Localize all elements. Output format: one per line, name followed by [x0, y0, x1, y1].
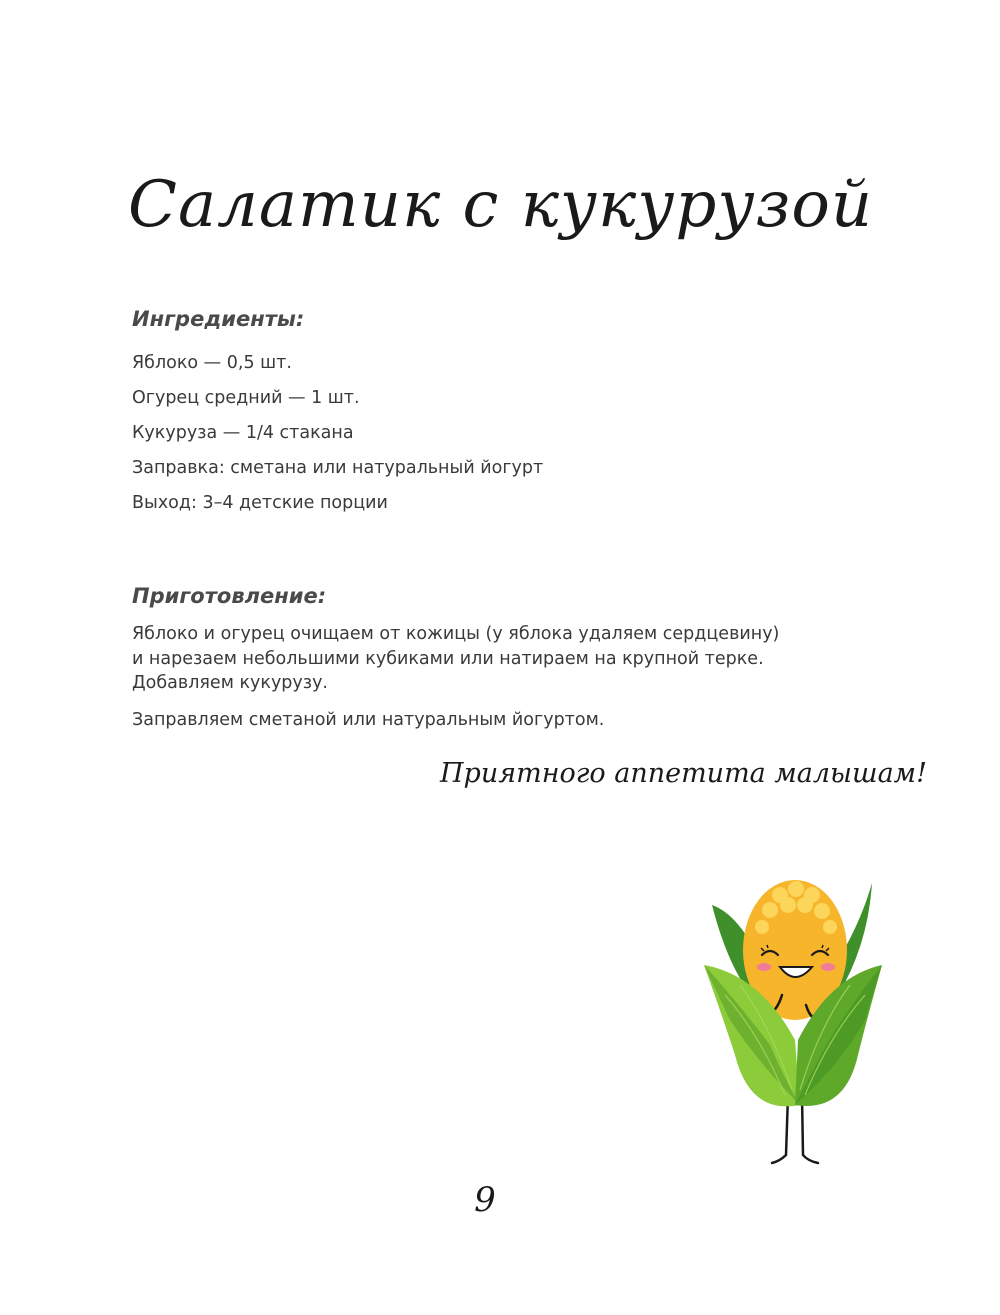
ingredient-item: Огурец средний — 1 шт. [132, 388, 360, 408]
smiling-corn-icon [700, 855, 890, 1170]
recipe-title: Салатик с кукурузой [128, 168, 874, 242]
page-number: 9 [474, 1180, 496, 1220]
preparation-step: Заправляем сметаной или натуральным йогуртом. [132, 709, 605, 730]
ingredients-heading: Ингредиенты: [132, 307, 305, 331]
ingredient-item: Заправка: сметана или натуральный йогурт [132, 458, 544, 478]
closing-wish: Приятного аппетита малышам! [440, 758, 927, 789]
preparation-heading: Приготовление: [132, 584, 327, 608]
ingredient-item: Выход: 3–4 детские порции [132, 493, 388, 513]
preparation-text [132, 622, 872, 744]
ingredient-item: Кукуруза — 1/4 стакана [132, 423, 354, 443]
ingredients-list [132, 352, 543, 527]
ingredient-item: Яблоко — 0,5 шт. [132, 353, 292, 373]
preparation-step: Яблоко и огурец очищаем от кожицы (у яблока удаляем сердцевину) и нарезаем небольшими кубиками или натираем на крупной терке. Добавляем кукурузу. [132, 624, 780, 693]
